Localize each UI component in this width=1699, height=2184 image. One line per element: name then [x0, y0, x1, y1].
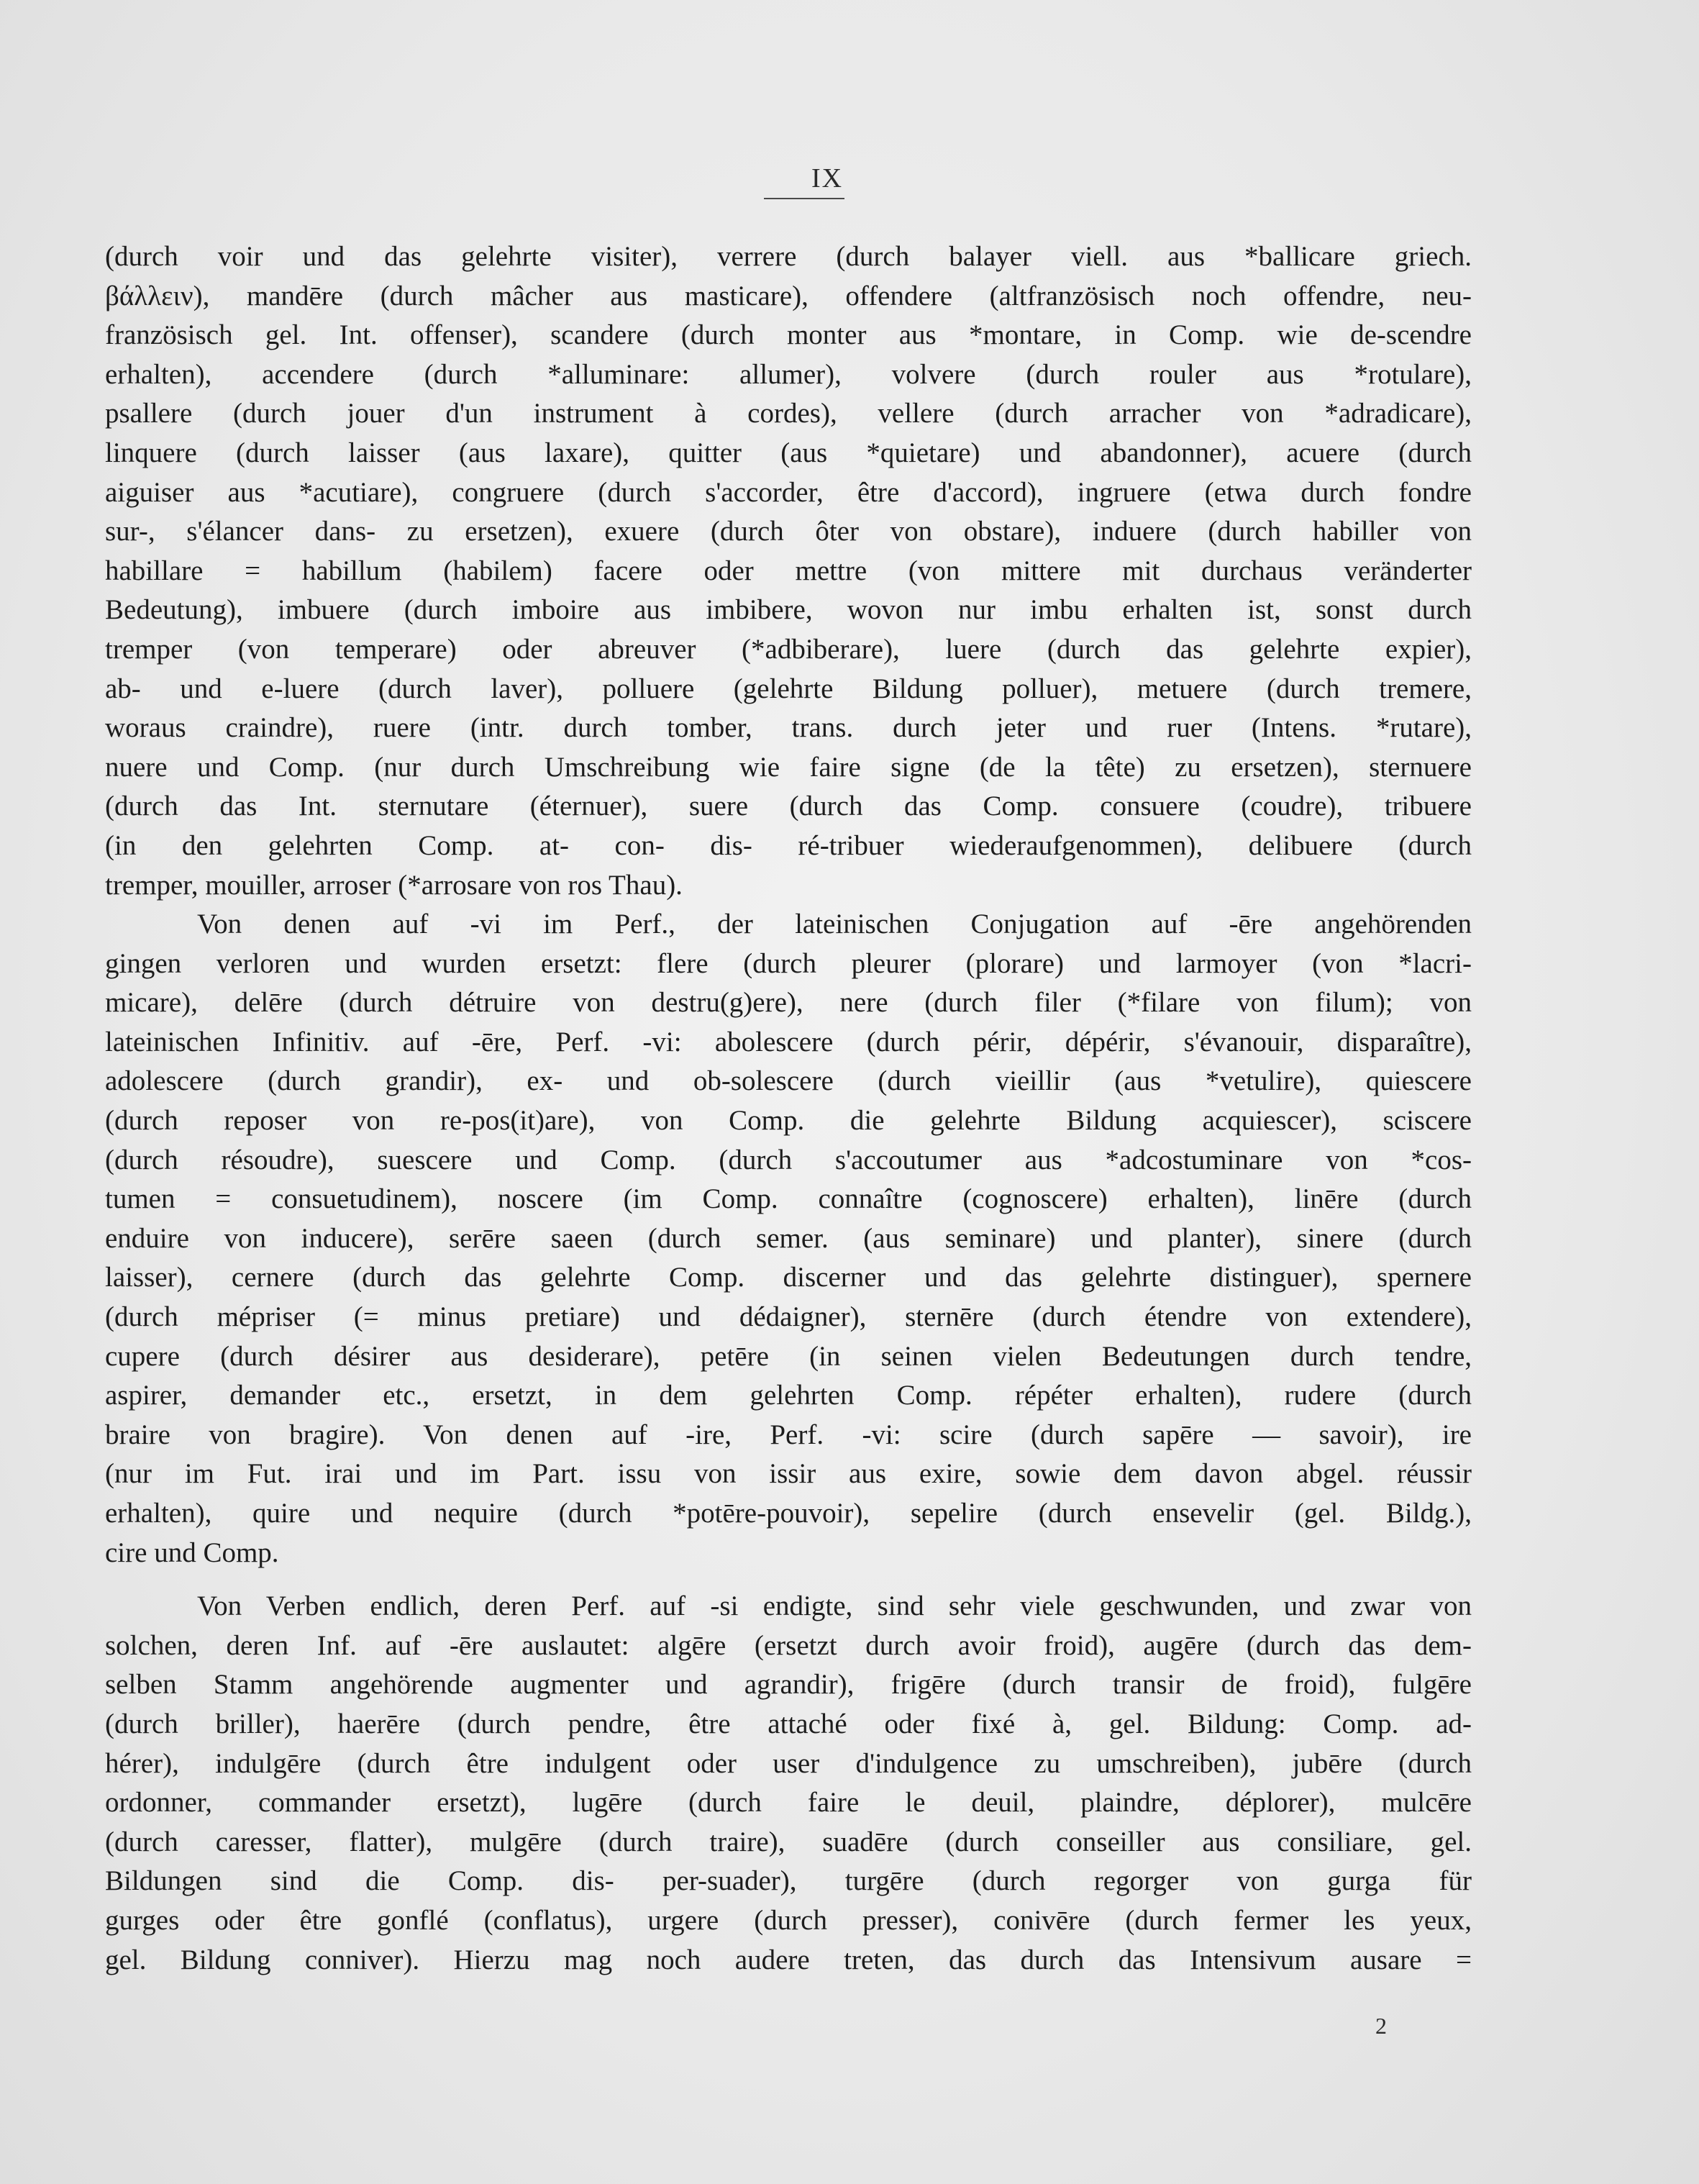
text-line: solchen, deren Inf. auf -ēre auslautet: algēre (ersetzt durch avoir froid), augēre (durch das dem- — [105, 1629, 1472, 1661]
text-line: erhalten), accendere (durch *alluminare: allumer), volvere (durch rouler aus *rotulare), — [105, 358, 1472, 390]
text-line: gingen verloren und wurden ersetzt: flere (durch pleurer (plorare) und larmoyer (von *lacri- — [105, 947, 1472, 979]
text-line: linquere (durch laisser (aus laxare), quitter (aus *quietare) und abandonner), acuere (durch — [105, 437, 1472, 468]
text-line: (durch voir und das gelehrte visiter), verrere (durch balayer viell. aus *ballicare griech. — [105, 241, 1472, 272]
text-line: woraus craindre), ruere (intr. durch tomber, trans. durch jeter und ruer (Intens. *rutare), — [105, 712, 1472, 744]
text-line: selben Stamm angehörende augmenter und agrandir), frigēre (durch transir de froid), fulgēre — [105, 1669, 1472, 1701]
text-line: tremper (von temperare) oder abreuver (*adbiberare), luere (durch das gelehrte expier), — [105, 633, 1472, 665]
text-line: (durch das Int. sternutare (éternuer), suere (durch das Comp. consuere (coudre), tribuere — [105, 791, 1472, 822]
text-line: aspirer, demander etc., ersetzt, in dem gelehrten Comp. répéter erhalten), rudere (durch — [105, 1380, 1472, 1411]
text-line: enduire von inducere), serēre saeen (durch semer. (aus seminare) und planter), sinere (durch — [105, 1222, 1472, 1254]
text-line: psallere (durch jouer d'un instrument à cordes), vellere (durch arracher von *adradicare), — [105, 398, 1472, 429]
text-line: braire von bragire). Von denen auf -ire, Perf. -vi: scire (durch sapēre — savoir), ire — [105, 1419, 1472, 1450]
text-line: (durch briller), haerēre (durch pendre, être attaché oder fixé à, gel. Bildung: Comp. ad- — [105, 1708, 1472, 1739]
text-line: habillare = habillum (habilem) facere oder mettre (von mittere mit durchaus veränderter — [105, 555, 1472, 586]
text-line: Von denen auf -vi im Perf., der lateinischen Conjugation auf -ēre angehörenden — [197, 909, 1472, 940]
text-line: laisser), cernere (durch das gelehrte Comp. discerner und das gelehrte distinguer), spernere — [105, 1262, 1472, 1293]
text-line: tumen = consuetudinem), noscere (im Comp. connaître (cognoscere) erhalten), linēre (durch — [105, 1183, 1472, 1215]
text-line: gel. Bildung conniver). Hierzu mag noch audere treten, das durch das Intensivum ausare = — [105, 1944, 1472, 1975]
body-text — [105, 237, 1472, 1980]
text-line: lateinischen Infinitiv. auf -ēre, Perf. -vi: abolescere (durch périr, dépérir, s'évanouir, disparaître), — [105, 1026, 1472, 1057]
text-line: (durch résoudre), suescere und Comp. (durch s'accoutumer aus *adcostuminare von *cos- — [105, 1144, 1472, 1175]
text-line: βάλλειν), mandēre (durch mâcher aus masticare), offendere (altfranzösisch noch offendre, neu- — [105, 280, 1472, 311]
text-line: (durch reposer von re-pos(it)are), von Comp. die gelehrte Bildung acquiescer), sciscere — [105, 1105, 1472, 1137]
paragraph-1 — [105, 237, 1472, 905]
text-line: nuere und Comp. (nur durch Umschreibung wie faire signe (de la tête) zu ersetzen), sternuere — [105, 751, 1472, 783]
text-line: aiguiser aus *acutiare), congruere (durch s'accorder, être d'accord), ingruere (etwa durch fondre — [105, 476, 1472, 508]
text-line: hérer), indulgēre (durch être indulgent oder user d'indulgence zu umschreiben), jubēre (durch — [105, 1747, 1472, 1779]
text-line: gurges oder être gonflé (conflatus), urgere (durch presser), conivēre (durch fermer les yeux, — [105, 1904, 1472, 1936]
text-line: erhalten), quire und nequire (durch *potēre-pouvoir), sepelire (durch ensevelir (gel. Bildg.), — [105, 1498, 1472, 1529]
text-line: Von Verben endlich, deren Perf. auf -si endigte, sind sehr viele geschwunden, und zwar von — [197, 1591, 1472, 1622]
paragraph-3 — [105, 1587, 1472, 1980]
text-line: (nur im Fut. irai und im Part. issu von issir aus exire, sowie dem davon abgel. réussir — [105, 1458, 1472, 1490]
text-line: micare), delēre (durch détruire von destru(g)ere), nere (durch filer (*filare von filum); von — [105, 987, 1472, 1019]
page-number: IX — [811, 163, 844, 194]
paragraph-2 — [105, 905, 1472, 1573]
text-line: cupere (durch désirer aus desiderare), petēre (in seinen vielen Bedeutungen durch tendre, — [105, 1340, 1472, 1372]
text-line: Bildungen sind die Comp. dis- per-suader), turgēre (durch regorger von gurga für — [105, 1865, 1472, 1897]
paragraph-spacer — [105, 1573, 1472, 1587]
text-line: (durch mépriser (= minus pretiare) und dédaigner), sternēre (durch étendre von extendere), — [105, 1301, 1472, 1333]
text-line: (durch caresser, flatter), mulgēre (durch traire), suadēre (durch conseiller aus consiliare, gel. — [105, 1826, 1472, 1857]
text-line: ordonner, commander ersetzt), lugēre (durch faire le deuil, plaindre, déplorer), mulcēre — [105, 1787, 1472, 1819]
text-line: cire und Comp. — [105, 1537, 279, 1568]
text-line: adolescere (durch grandir), ex- und ob-solescere (durch vieillir (aus *vetulire), quiescere — [105, 1065, 1472, 1097]
text-line: Bedeutung), imbuere (durch imboire aus imbibere, wovon nur imbu erhalten ist, sonst durch — [105, 594, 1472, 626]
text-line: ab- und e-luere (durch laver), polluere (gelehrte Bildung polluer), metuere (durch tremere, — [105, 673, 1472, 704]
header-rule — [764, 198, 844, 199]
text-line: französisch gel. Int. offenser), scandere (durch monter aus *montare, in Comp. wie de-scendre — [105, 319, 1472, 351]
text-line: tremper, mouiller, arroser (*arrosare von ros Thau). — [105, 869, 683, 901]
text-line: sur-, s'élancer dans- zu ersetzen), exuere (durch ôter von obstare), induere (durch habiller von — [105, 516, 1472, 547]
signature-mark: 2 — [1375, 2013, 1387, 2039]
text-line: (in den gelehrten Comp. at- con- dis- ré-tribuer wiederaufgenommen), delibuere (durch — [105, 829, 1472, 861]
